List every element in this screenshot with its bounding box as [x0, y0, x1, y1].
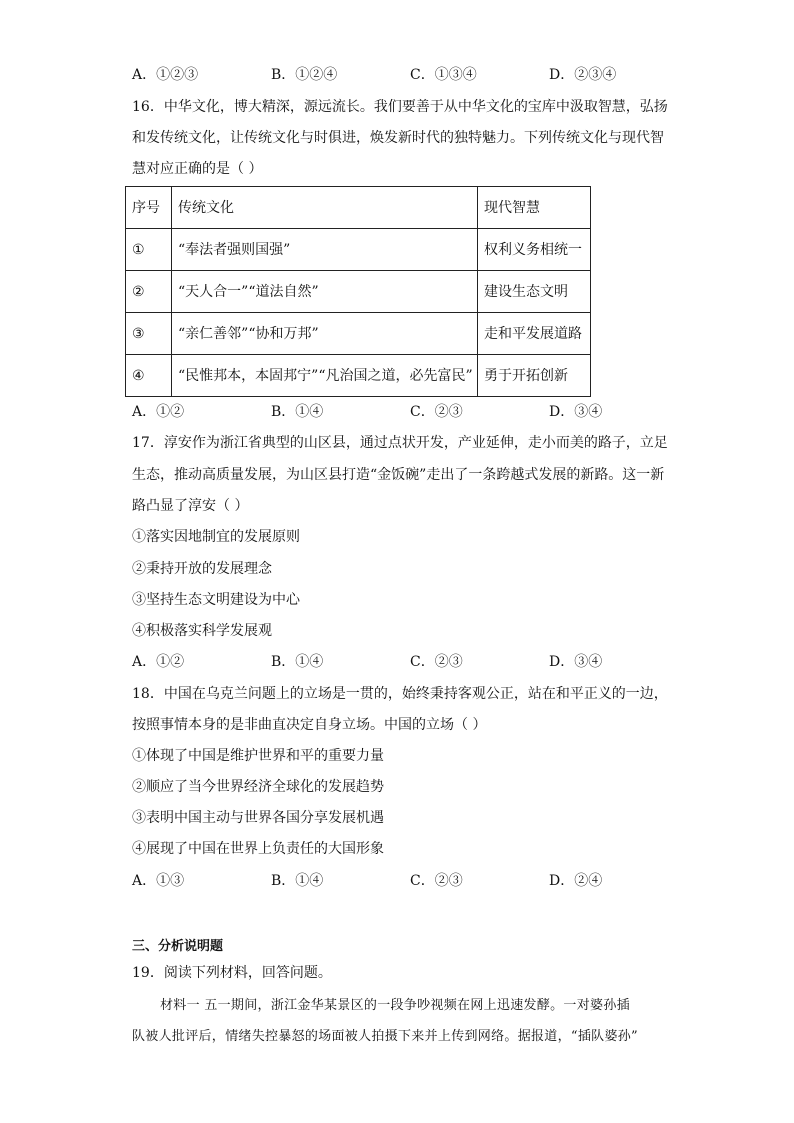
table-cell: ② — [126, 271, 172, 313]
q16-table — [125, 186, 591, 397]
table-cell: ① — [126, 229, 172, 271]
q16-option-b[interactable]: B．①④ — [271, 404, 324, 420]
q15-option-a[interactable]: A．①②③ — [132, 67, 199, 83]
table-row — [126, 271, 591, 313]
q17-option-d[interactable]: D．③④ — [549, 654, 603, 670]
q18-statement-3: ③表明中国主动与世界各国分享发展机遇 — [132, 810, 384, 826]
q19-intro: 19．阅读下列材料，回答问题。 — [132, 965, 332, 981]
table-header-cell: 现代智慧 — [478, 187, 591, 229]
q18-option-a[interactable]: A．①③ — [132, 873, 185, 889]
q16-option-a[interactable]: A．①② — [132, 404, 185, 420]
q15-option-b[interactable]: B．①②④ — [271, 67, 338, 83]
table-row — [126, 229, 591, 271]
table-cell: 建设生态文明 — [478, 271, 591, 313]
q15-options — [132, 65, 652, 85]
table-cell: “天人合一”“道法自然” — [172, 271, 478, 313]
table-cell: “亲仁善邻”“协和万邦” — [172, 313, 478, 355]
table-header-row — [126, 187, 591, 229]
table-cell: “民惟邦本，本固邦宁”“凡治国之道，必先富民” — [172, 355, 478, 397]
q18-statement-2: ②顺应了当今世界经济全球化的发展趋势 — [132, 779, 384, 795]
q17-option-c[interactable]: C．②③ — [410, 654, 463, 670]
q17-statement-4: ④积极落实科学发展观 — [132, 623, 272, 639]
q15-option-d[interactable]: D．②③④ — [549, 67, 617, 83]
q17-stem-line-1: 17．淳安作为浙江省典型的山区县，通过点状开发，产业延伸，走小而美的路子，立足 — [132, 435, 668, 451]
table-cell: 勇于开拓创新 — [478, 355, 591, 397]
q18-option-d[interactable]: D．②④ — [549, 873, 603, 889]
q18-statement-4: ④展现了中国在世界上负责任的大国形象 — [132, 841, 384, 857]
q19-material-line-2: 队被人批评后，情绪失控暴怒的场面被人拍摄下来并上传到网络。据报道，“插队婆孙” — [132, 1029, 638, 1044]
q16-stem-line-1: 16．中华文化，博大精深，源远流长。我们要善于从中华文化的宝库中汲取智慧，弘扬 — [132, 99, 668, 115]
q18-statement-1: ①体现了中国是维护世界和平的重要力量 — [132, 748, 384, 764]
q17-stem-line-3: 路凸显了淳安（ ） — [132, 498, 249, 514]
q16-stem-line-2: 和发传统文化，让传统文化与时俱进，焕发新时代的独特魅力。下列传统文化与现代智 — [132, 130, 664, 146]
table-cell: ③ — [126, 313, 172, 355]
table-row — [126, 355, 591, 397]
q18-options — [132, 871, 652, 891]
q16-options — [132, 402, 652, 422]
q17-option-b[interactable]: B．①④ — [271, 654, 324, 670]
table-cell: “奉法者强则国强” — [172, 229, 478, 271]
q16-stem-line-3: 慧对应正确的是（ ） — [132, 161, 263, 177]
q17-stem-line-2: 生态，推动高质量发展，为山区县打造“金饭碗”走出了一条跨越式发展的新路。这一新 — [132, 467, 665, 483]
q19-material-line-1: 材料一 五一期间，浙江金华某景区的一段争吵视频在网上迅速发酵。一对婆孙插 — [160, 998, 630, 1013]
section-heading: 三、分析说明题 — [132, 939, 224, 954]
q18-stem-line-1: 18．中国在乌克兰问题上的立场是一贯的，始终秉持客观公正，站在和平正义的一边， — [132, 686, 668, 702]
q15-option-c[interactable]: C．①③④ — [410, 67, 477, 83]
q18-option-c[interactable]: C．②③ — [410, 873, 463, 889]
q17-option-a[interactable]: A．①② — [132, 654, 185, 670]
q17-options — [132, 652, 652, 672]
q18-stem-line-2: 按照事情本身的是非曲直决定自身立场。中国的立场（ ） — [132, 717, 487, 733]
table-row — [126, 313, 591, 355]
q17-statement-1: ①落实因地制宜的发展原则 — [132, 529, 300, 545]
q16-option-c[interactable]: C．②③ — [410, 404, 463, 420]
q18-option-b[interactable]: B．①④ — [271, 873, 324, 889]
table-header-cell: 序号 — [126, 187, 172, 229]
table-cell: 权利义务相统一 — [478, 229, 591, 271]
q17-statement-2: ②秉持开放的发展理念 — [132, 561, 272, 577]
q16-option-d[interactable]: D．③④ — [549, 404, 603, 420]
table-header-cell: 传统文化 — [172, 187, 478, 229]
table-cell: ④ — [126, 355, 172, 397]
table-cell: 走和平发展道路 — [478, 313, 591, 355]
q17-statement-3: ③坚持生态文明建设为中心 — [132, 592, 300, 608]
